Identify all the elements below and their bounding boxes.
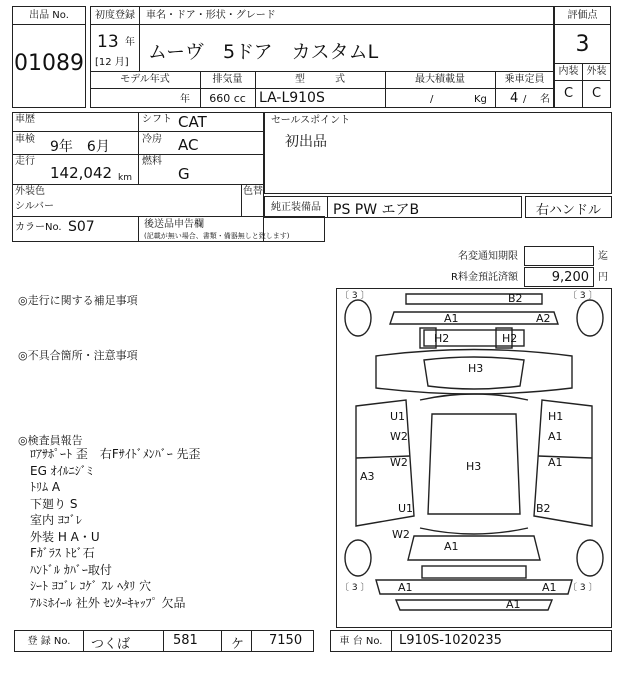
fuel-label: 燃料 <box>142 156 162 167</box>
year-unit: 年 <box>125 37 135 48</box>
type-label: 型 式 <box>295 74 345 85</box>
model-year-label: モデル年式 <box>120 74 170 85</box>
exterior-label-box <box>582 63 611 81</box>
defect-note-label: ◎不具合箇所・注意事項 <box>18 349 138 362</box>
color-change-label: 色替 <box>243 186 263 197</box>
right-door-line <box>538 456 592 458</box>
damage-mark: A1 <box>398 581 413 594</box>
name-change-box <box>524 246 594 266</box>
ac-value: AC <box>178 136 199 154</box>
sales-point-label: セールスポイント <box>271 115 351 126</box>
grade-label-box <box>554 6 611 25</box>
registration-class: 581 <box>173 633 198 648</box>
equipment-value: PS PW エアB <box>333 202 420 218</box>
tire-rear-right <box>577 540 603 576</box>
registration-label: 登 録 No. <box>27 636 71 647</box>
color-no-label: カラーNo. <box>15 222 62 233</box>
capacity-unit: 名 <box>540 94 550 105</box>
report-line: 外装 H A・U <box>30 529 100 544</box>
car-damage-diagram <box>336 288 612 628</box>
capacity-value: 4 <box>510 91 519 106</box>
divider <box>327 197 328 217</box>
damage-mark: W2 <box>392 528 410 541</box>
report-line: 下廻り S <box>30 496 78 511</box>
grade-value: 3 <box>575 32 590 57</box>
chassis-label: 車 台 No. <box>339 636 383 647</box>
exterior-box <box>582 80 611 108</box>
steering-box <box>525 196 612 218</box>
max-load-unit: Kg <box>474 94 487 105</box>
car-name-box <box>139 24 554 72</box>
color-no-value: S07 <box>68 219 95 235</box>
recycle-unit: 円 <box>598 272 608 283</box>
damage-mark: A1 <box>444 312 459 325</box>
inspector-report-label: ◎検査員報告 <box>18 434 83 447</box>
report-line: ﾛｱｻﾎﾟｰﾄ 歪 右Fｻｲﾄﾞﾒﾝﾊﾞｰ 先歪 <box>30 447 201 461</box>
corner-tag: 〔 3 〕 <box>340 583 370 593</box>
divider <box>391 631 392 651</box>
divider <box>12 184 264 185</box>
mileage-label: 走行 <box>15 156 35 167</box>
ac-label: 冷房 <box>142 134 162 145</box>
recycle-label: R料金預託済額 <box>451 272 518 283</box>
report-line: 室内 ﾖｺﾞﾚ <box>30 513 82 527</box>
mileage-value: 142,042 <box>50 164 113 182</box>
corner-tag: 〔 3 〕 <box>340 291 370 301</box>
damage-mark: A1 <box>506 598 521 611</box>
interior-box <box>554 80 583 108</box>
sales-point-box <box>264 112 612 194</box>
exterior-label: 外装 <box>586 66 607 77</box>
chassis-number: L910S-1020235 <box>399 633 502 648</box>
corner-tag: 〔 3 〕 <box>568 291 598 301</box>
interior-label: 内装 <box>558 66 579 77</box>
chassis-box <box>330 630 612 652</box>
a-pillar-line <box>420 394 528 400</box>
damage-mark: A1 <box>542 581 557 594</box>
report-line: ｱﾙﾐﾎｲｰﾙ 社外 ｾﾝﾀｰｷｬｯﾌﾟ 欠品 <box>30 595 186 610</box>
divider <box>251 631 252 651</box>
capacity-sep: / <box>523 94 527 105</box>
car-name-label: 車名・ドア・形状・グレード <box>146 10 276 21</box>
divider <box>12 131 264 132</box>
report-line: ｼｰﾄ ﾖｺﾞﾚ ｺｹﾞ ｽﾚ ﾍﾀﾘ 穴 <box>30 579 152 593</box>
rear-lamp-bar <box>422 566 526 578</box>
first-reg-label-box <box>90 6 140 25</box>
exterior-value: C <box>591 86 602 101</box>
lot-label: 出品 No. <box>29 10 69 21</box>
inspection-label: 車検 <box>15 134 35 145</box>
first-reg-month: [12 月] <box>95 57 129 68</box>
lot-label-box <box>12 6 86 25</box>
model-year-unit: 年 <box>180 94 190 105</box>
lot-number: 01089 <box>14 51 84 76</box>
c-pillar-line <box>420 528 528 534</box>
color-label: 外装色 <box>15 186 45 197</box>
recycle-value: 9,200 <box>551 270 589 285</box>
inspection-value: 9年 6月 <box>50 139 110 155</box>
damage-mark: A1 <box>548 456 563 469</box>
diagram-frame <box>337 289 612 628</box>
tire-rear-left <box>345 540 371 576</box>
damage-mark: H2 <box>502 332 518 345</box>
interior-label-box <box>554 63 583 81</box>
registration-kana: ケ <box>231 637 245 652</box>
divider <box>138 112 139 184</box>
history-label: 車歴 <box>15 114 35 125</box>
shift-value: CAT <box>178 113 207 131</box>
report-line: Fｶﾞﾗｽ ﾄﾋﾞ石 <box>30 546 95 560</box>
damage-mark: U1 <box>398 502 414 515</box>
tire-front-left <box>345 300 371 336</box>
first-reg-year: 13 <box>97 32 119 52</box>
car-name-label-box <box>139 6 554 25</box>
divider <box>241 184 242 216</box>
first-reg-box <box>90 24 140 72</box>
steering-value: 右ハンドル <box>535 203 601 218</box>
registration-number: 7150 <box>269 633 303 648</box>
driving-note-label: ◎走行に関する補足事項 <box>18 294 138 307</box>
damage-mark: H1 <box>548 410 564 423</box>
front-grille-outline <box>390 312 558 324</box>
damage-mark: H3 <box>468 362 484 375</box>
report-line: EG ｵｲﾙﾆｼﾞﾐ <box>30 463 93 478</box>
grade-box <box>554 24 611 64</box>
equipment-box <box>264 196 522 218</box>
divider <box>221 631 222 651</box>
registration-area: つくば <box>91 637 131 652</box>
damage-mark: A1 <box>444 540 459 553</box>
equipment-label: 純正装備品 <box>271 202 321 213</box>
sales-point-value: 初出品 <box>285 134 327 150</box>
damage-mark: W2 <box>390 456 408 469</box>
max-load-label: 最大積載量 <box>415 74 465 85</box>
damage-mark: A3 <box>360 470 375 483</box>
type-value: LA-L910S <box>259 90 325 106</box>
interior-value: C <box>563 86 574 101</box>
shift-label: シフト <box>142 114 172 125</box>
post-note: (記載が無い場合、書類・備器無しと致します) <box>144 232 290 240</box>
recycle-box <box>524 267 594 287</box>
first-reg-label: 初度登録 <box>95 10 135 21</box>
name-change-unit: 迄 <box>598 251 608 262</box>
fuel-value: G <box>178 165 190 183</box>
damage-mark: H2 <box>434 332 450 345</box>
corner-tag: 〔 3 〕 <box>568 583 598 593</box>
max-load-sep: / <box>430 94 434 105</box>
rear-glass-outline <box>408 536 540 560</box>
damage-mark: B2 <box>536 502 551 515</box>
damage-mark: W2 <box>390 430 408 443</box>
report-line: ﾊﾝﾄﾞﾙ ｶﾊﾞｰ取付 <box>30 562 112 577</box>
name-change-label: 名変通知期限 <box>458 251 518 262</box>
capacity-label: 乗車定員 <box>504 74 545 85</box>
tire-front-right <box>577 300 603 336</box>
post-label: 後送品申告欄 <box>144 219 204 230</box>
rear-skirt-outline <box>396 600 552 610</box>
lot-number-box <box>12 24 86 108</box>
divider <box>163 631 164 651</box>
car-name: ムーヴ 5ドア カスタムL <box>148 41 379 63</box>
mileage-unit: km <box>118 173 132 183</box>
displacement-label: 排気量 <box>212 74 243 85</box>
damage-mark: A1 <box>548 430 563 443</box>
damage-mark: H3 <box>466 460 482 473</box>
report-line: ﾄﾘﾑ A <box>30 480 61 494</box>
registration-box <box>14 630 314 652</box>
damage-mark: B2 <box>508 292 523 305</box>
post-box <box>138 216 325 242</box>
damage-mark: U1 <box>390 410 406 423</box>
displacement-value: 660 cc <box>209 92 246 105</box>
damage-mark: A2 <box>536 312 551 325</box>
divider <box>83 631 84 651</box>
inspector-report-lines <box>30 446 201 611</box>
color-value: シルバー <box>15 201 55 212</box>
grade-label: 評価点 <box>567 10 598 21</box>
